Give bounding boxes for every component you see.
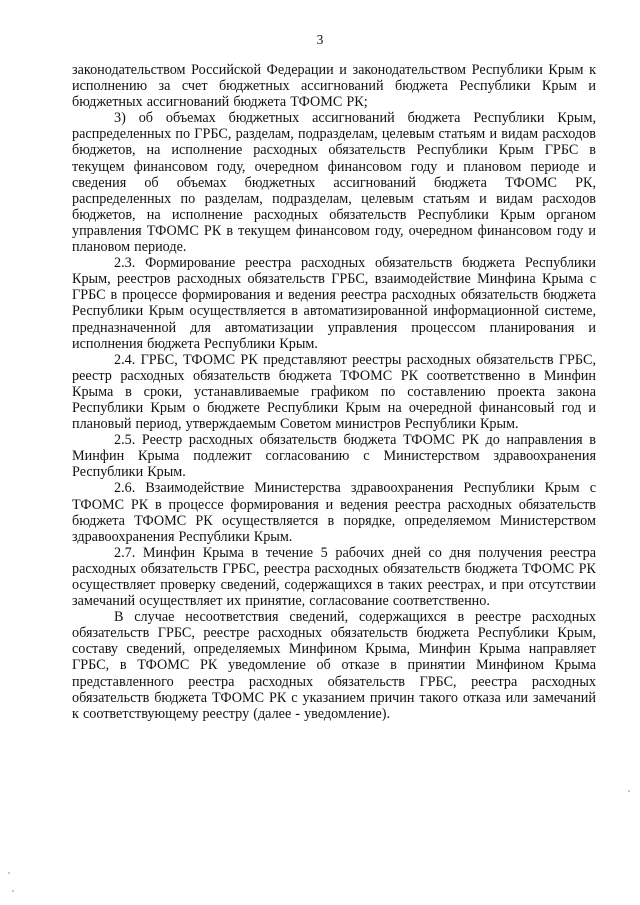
scan-speck [8, 872, 10, 874]
paragraph-item-3: 3) об объемах бюджетных ассигнований бюджета Республики Крым, распределенных по ГРБС, разделам, подразделам, целевым статьям и видам расходов бюджетов, на исполнение расходных обязательств Республики Крым ГРБС в текущем финансовом году, очередном финансовом году и плановом периоде и сведения об объемах бюджетных ассигнований бюджета ТФОМС РК, распределенных по разделам, подразделам, целевым статьям и видам расходов бюджетов, на исполнение расходных обязательств Республики Крым органом управления ТФОМС РК в текущем финансовом году, очередном финансовом году и плановом периоде. [72, 110, 596, 256]
scan-speck [628, 790, 630, 792]
paragraph-2-5: 2.5. Реестр расходных обязательств бюджета ТФОМС РК до направления в Минфин Крыма подлежит согласованию с Министерством здравоохранения Республики Крым. [72, 432, 596, 481]
paragraph-discrepancy: В случае несоответствия сведений, содержащихся в реестре расходных обязательств ГРБС, реестре расходных обязательств бюджета Республики Крым, составу сведений, определяемых Минфином Крыма, Минфин Крыма направляет ГРБС, в ТФОМС РК уведомление об отказе в принятии Минфином Крыма представленного реестра расходных обязательств ГРБС, реестра расходных обязательств бюджета ТФОМС РК с указанием причин такого отказа или замечаний к соответствующему реестру (далее - уведомление). [72, 609, 596, 722]
paragraph-2-6: 2.6. Взаимодействие Министерства здравоохранения Республики Крым с ТФОМС РК в процессе формирования и ведения реестра расходных обязательств бюджета ТФОМС РК осуществляется в порядке, определяемом Министерством здравоохранения Республики Крым. [72, 480, 596, 545]
scan-speck [12, 890, 14, 892]
page-number: 3 [316, 32, 324, 47]
paragraph-2-4: 2.4. ГРБС, ТФОМС РК представляют реестры расходных обязательств ГРБС, реестр расходных обязательств бюджета ТФОМС РК соответственно в Минфин Крыма в сроки, устанавливаемые графиком по составлению проекта закона Республики Крым о бюджете Республики Крым на очередной финансовый год и плановый период, утверждаемым Советом министров Республики Крым. [72, 351, 596, 433]
document-body [72, 62, 596, 722]
paragraph-2-7: 2.7. Минфин Крыма в течение 5 рабочих дней со дня получения реестра расходных обязательств ГРБС, реестра расходных обязательств бюджета ТФОМС РК осуществляет проверку сведений, содержащихся в таких реестрах, и при отсутствии замечаний осуществляет их принятие, согласование соответственно. [72, 544, 596, 610]
paragraph-continuation: законодательством Российской Федерации и законодательством Республики Крым к исполнению за счет бюджетных ассигнований бюджета Республики Крым и бюджетных ассигнований бюджета ТФОМС РК; [72, 62, 596, 111]
paragraph-2-3: 2.3. Формирование реестра расходных обязательств бюджета Республики Крым, реестров расходных обязательств ГРБС, взаимодействие Минфина Крыма с ГРБС в процессе формирования и ведения реестра расходных обязательств бюджета Республики Крым осуществляется в автоматизированной информационной системе, предназначенной для автоматизации управления процессом планирования и исполнения бюджета Республики Крым. [72, 255, 596, 352]
